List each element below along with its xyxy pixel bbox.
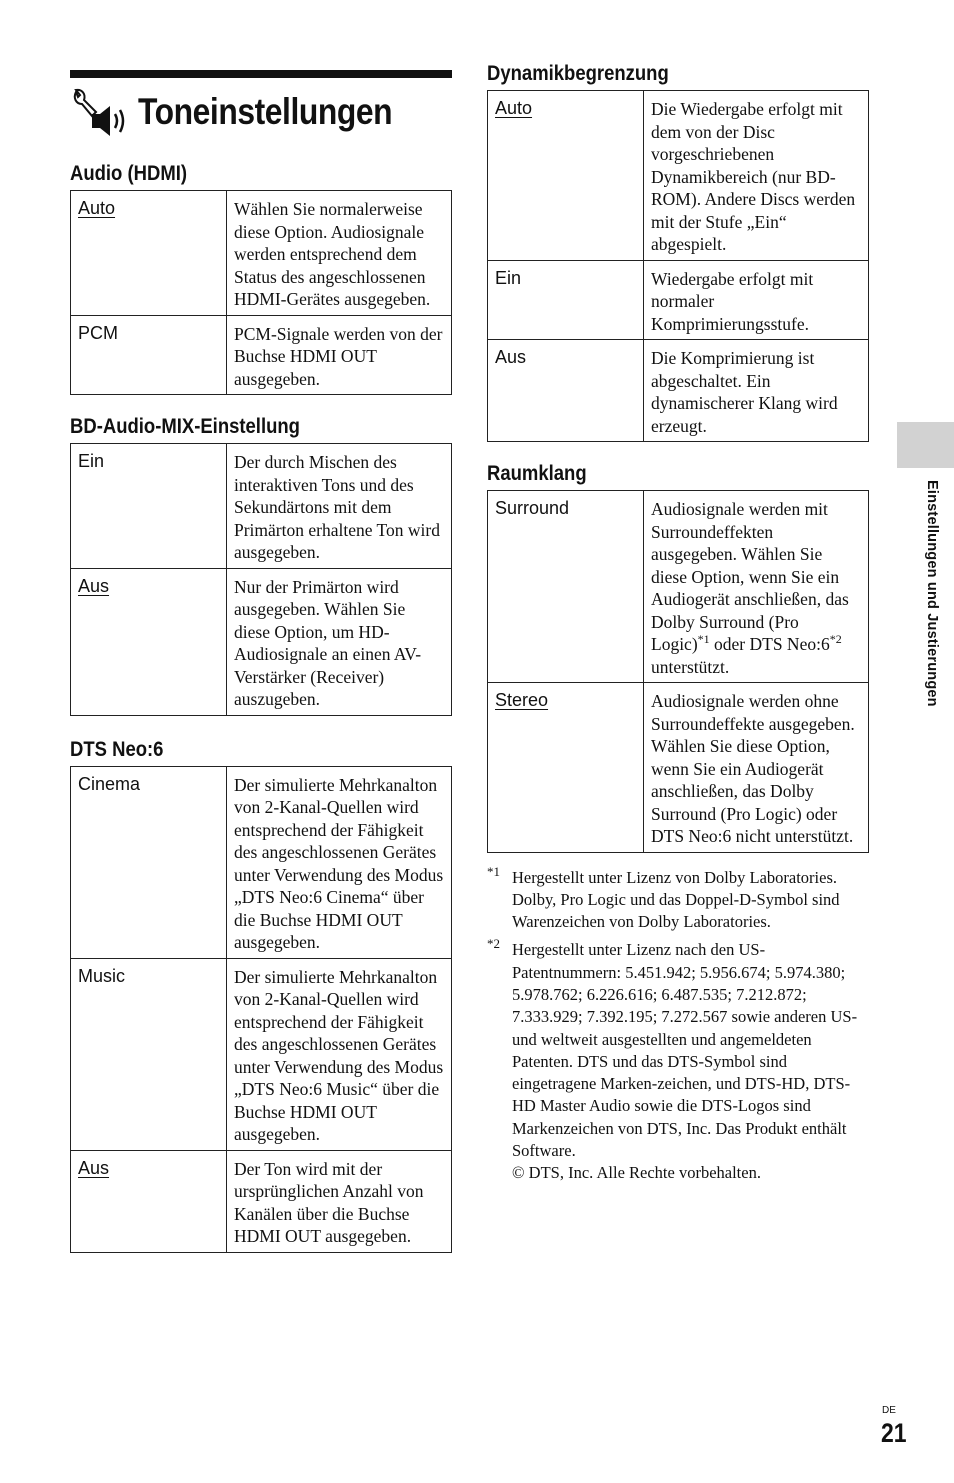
option-cell	[488, 91, 644, 261]
option-label: Aus	[78, 1157, 110, 1178]
table-row	[488, 260, 869, 340]
option-cell	[71, 568, 227, 715]
description-cell: Nur der Primärton wird ausgegeben. Wählen Sie diese Option, um HD-Audiosignale an einen AV-Verstärker (Receiver) auszugeben.	[227, 568, 452, 715]
section-heading: Raumklang	[487, 462, 587, 485]
footnote	[487, 936, 869, 1184]
option-cell	[71, 315, 227, 395]
footnote-text: Hergestellt unter Lizenz von Dolby Laboratories.	[512, 867, 838, 887]
wrench-speaker-icon	[70, 86, 128, 138]
table-row	[71, 444, 452, 569]
option-cell	[71, 766, 227, 958]
description-text: Audiosignale werden mit Surroundeffekten ausgegeben. Wählen Sie diese Option, wenn Sie ein Audiogerät anschließen, das Dolby Surround (Pro Logic)	[651, 499, 849, 654]
description-cell: Wiedergabe erfolgt mit normaler Komprimierungsstufe.	[644, 260, 869, 340]
option-cell	[488, 260, 644, 340]
description-cell: Die Wiedergabe erfolgt mit dem von der Disc vorgeschriebenen Dynamikbereich (nur BD-ROM). Andere Discs werden mit der Stufe „Ein“ abgespielt.	[644, 91, 869, 261]
description-cell: Die Komprimierung ist abgeschaltet. Ein dynamischerer Klang wird erzeugt.	[644, 340, 869, 442]
title-row	[70, 82, 452, 142]
settings-table	[487, 490, 869, 853]
option-label: PCM	[78, 322, 118, 343]
description-cell: Der durch Mischen des interaktiven Tons und des Sekundärtons mit dem Primärton erhaltene Ton wird ausgegeben.	[227, 444, 452, 569]
description-cell: PCM-Signale werden von der Buchse HDMI OUT ausgegeben.	[227, 315, 452, 395]
option-label: Ein	[495, 267, 522, 288]
settings-table	[70, 443, 452, 716]
left-column	[70, 70, 452, 1253]
footnote	[487, 863, 869, 934]
section-heading: BD-Audio-MIX-Einstellung	[70, 415, 300, 438]
section-heading: DTS Neo:6	[70, 737, 164, 761]
option-cell	[488, 340, 644, 442]
section-heading: Dynamikbegrenzung	[487, 62, 669, 85]
description-cell: Der simulierte Mehrkanalton von 2-Kanal-Quellen wird entsprechend der Fähigkeit des angeschlossenen Gerätes unter Verwendung des Modus „DTS Neo:6 Cinema“ über die Buchse HDMI OUT ausgegeben.	[227, 766, 452, 958]
table-row	[71, 1150, 452, 1252]
description-cell: Audiosignale werden ohne Surroundeffekte ausgegeben. Wählen Sie diese Option, wenn Sie ein Audiogerät anschließen, das Dolby Surround (Pro Logic) oder DTS Neo:6 nicht unterstützt.	[644, 683, 869, 853]
option-cell	[71, 191, 227, 316]
option-cell	[71, 444, 227, 569]
option-cell	[488, 683, 644, 853]
description-cell	[644, 491, 869, 683]
description-text: oder DTS Neo:6	[709, 634, 830, 654]
table-row	[71, 568, 452, 715]
footnote-ref: *1	[697, 632, 710, 647]
footnote-text: © DTS, Inc. Alle Rechte vorbehalten.	[512, 1163, 761, 1183]
table-row	[488, 491, 869, 683]
right-column	[487, 62, 869, 1185]
table-row	[71, 958, 452, 1150]
option-label: Cinema	[78, 773, 141, 794]
footnote-mark: *2	[487, 936, 500, 952]
description-cell: Der simulierte Mehrkanalton von 2-Kanal-Quellen wird entsprechend der Fähigkeit des angeschlossenen Gerätes unter Verwendung des Modus „DTS Neo:6 Music“ über die Buchse HDMI OUT ausgegeben.	[227, 958, 452, 1150]
option-cell	[71, 958, 227, 1150]
title-rule	[70, 70, 452, 78]
page-language: DE	[882, 1405, 896, 1416]
option-label: Stereo	[495, 690, 549, 710]
footnote-mark: *1	[487, 863, 500, 879]
footnotes	[487, 863, 869, 1185]
option-label: Music	[78, 965, 126, 986]
side-section-label: Einstellungen und Justierungen	[924, 480, 940, 707]
option-label: Aus	[495, 347, 527, 367]
settings-table	[70, 766, 452, 1253]
option-cell	[488, 491, 644, 683]
option-label: Aus	[78, 575, 110, 596]
option-cell	[71, 1150, 227, 1252]
settings-table	[70, 190, 452, 395]
description-text: unterstützt.	[651, 656, 730, 677]
table-row	[71, 315, 452, 395]
option-label: Auto	[78, 198, 116, 218]
table-row	[488, 683, 869, 853]
description-cell: Wählen Sie normalerweise diese Option. Audiosignale werden entsprechend dem Status des angeschlossenen HDMI-Gerätes ausgegeben.	[227, 191, 452, 316]
option-label: Auto	[495, 98, 533, 118]
page-number: 21	[881, 1418, 907, 1448]
footnote-text: Dolby, Pro Logic und das Doppel-D-Symbol sind Warenzeichen von Dolby Laboratories.	[512, 889, 840, 932]
page-title: Toneinstellungen	[138, 91, 393, 132]
settings-table	[487, 90, 869, 442]
left-sections	[70, 162, 452, 1253]
section-heading: Audio (HDMI)	[70, 162, 188, 185]
option-label: Ein	[78, 451, 105, 471]
side-tab-marker	[897, 422, 954, 468]
footnote-text: Hergestellt unter Lizenz nach den US-Patentnummern: 5.451.942; 5.956.674; 5.974.380; 5.978.762; 6.226.616; 6.487.535; 7.212.872; 7.333.929; 7.392.195; 7.272.567 sowie anderen US- und weltweit ausgestellten und angemeldeten Patenten. DTS und das DTS-Symbol sind eingetragene Marken-zeichen, und DTS-HD, DTS-HD Master Audio sowie die DTS-Logos sind Markenzeichen von DTS, Inc. Das Produkt enthält Software.	[512, 940, 858, 1161]
description-cell: Der Ton wird mit der ursprünglichen Anzahl von Kanälen über die Buchse HDMI OUT ausgegeben.	[227, 1150, 452, 1252]
table-row	[71, 766, 452, 958]
footnote-ref: *2	[829, 632, 842, 647]
right-sections	[487, 62, 869, 853]
table-row	[488, 91, 869, 261]
option-label: Surround	[495, 498, 570, 518]
table-row	[71, 191, 452, 316]
table-row	[488, 340, 869, 442]
